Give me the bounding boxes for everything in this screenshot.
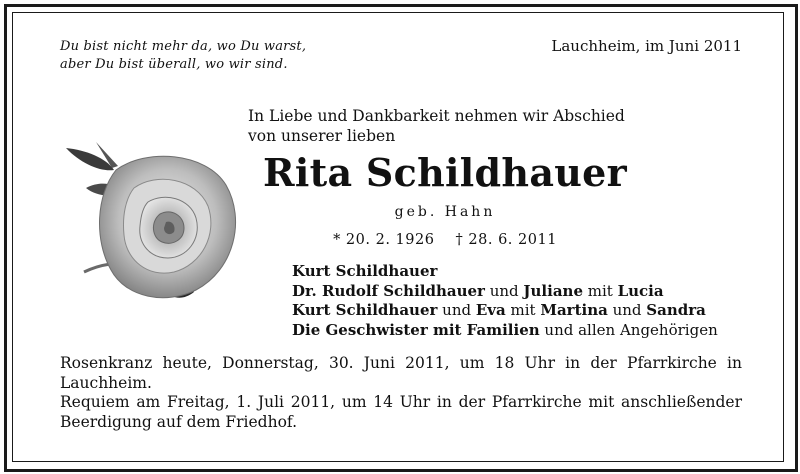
quote-line-1: Du bist nicht mehr da, wo Du warst, xyxy=(60,39,307,54)
mourner-line xyxy=(292,282,718,302)
mourners-list xyxy=(292,262,718,340)
place-and-date: Lauchheim, im Juni 2011 xyxy=(551,37,742,55)
death-date: † 28. 6. 2011 xyxy=(455,232,557,248)
service-info xyxy=(60,354,742,432)
mourner-connector: und xyxy=(437,301,476,319)
requiem-notice: Requiem am Freitag, 1. Juli 2011, um 14 Uhr in der Pfarrkirche mit anschließender Beerdigung auf dem Friedhof. xyxy=(60,393,742,431)
mourner-connector: und xyxy=(484,281,524,300)
mourner-name: Eva xyxy=(475,301,506,319)
birth-date: * 20. 2. 1926 xyxy=(333,232,435,248)
quote-line-2: aber Du bist überall, wo wir sind. xyxy=(60,57,288,72)
mourner-name: Kurt Schildhauer xyxy=(292,262,438,280)
mourner-name: Kurt Schildhauer xyxy=(292,301,438,319)
intro-line-1: In Liebe und Dankbarkeit nehmen wir Abschied xyxy=(248,107,625,125)
mourner-name: Juliane xyxy=(523,281,583,300)
mourner-connector: und xyxy=(607,301,647,319)
mourner-line xyxy=(292,301,718,321)
mourner-name: Lucia xyxy=(617,281,664,300)
mourner-name: Martina xyxy=(540,301,608,319)
mourner-name: Sandra xyxy=(646,301,706,319)
memorial-quote xyxy=(60,38,306,74)
maiden-name: geb. Hahn xyxy=(394,204,496,220)
deceased-name: Rita Schildhauer xyxy=(263,150,627,195)
mourner-line xyxy=(292,321,718,341)
mourner-line xyxy=(292,262,718,282)
mourner-name: Die Geschwister mit Familien xyxy=(292,320,540,339)
life-dates xyxy=(0,232,800,248)
intro-text xyxy=(248,106,625,146)
intro-line-2: von unserer lieben xyxy=(248,127,396,145)
rosary-notice: Rosenkranz heute, Donnerstag, 30. Juni 2011, um 18 Uhr in der Pfarrkirche in Lauchheim. xyxy=(60,354,742,392)
mourner-connector: mit xyxy=(505,301,541,319)
mourner-connector: und allen Angehörigen xyxy=(539,320,718,339)
mourner-name: Dr. Rudolf Schildhauer xyxy=(292,281,485,300)
mourner-connector: mit xyxy=(583,281,618,300)
